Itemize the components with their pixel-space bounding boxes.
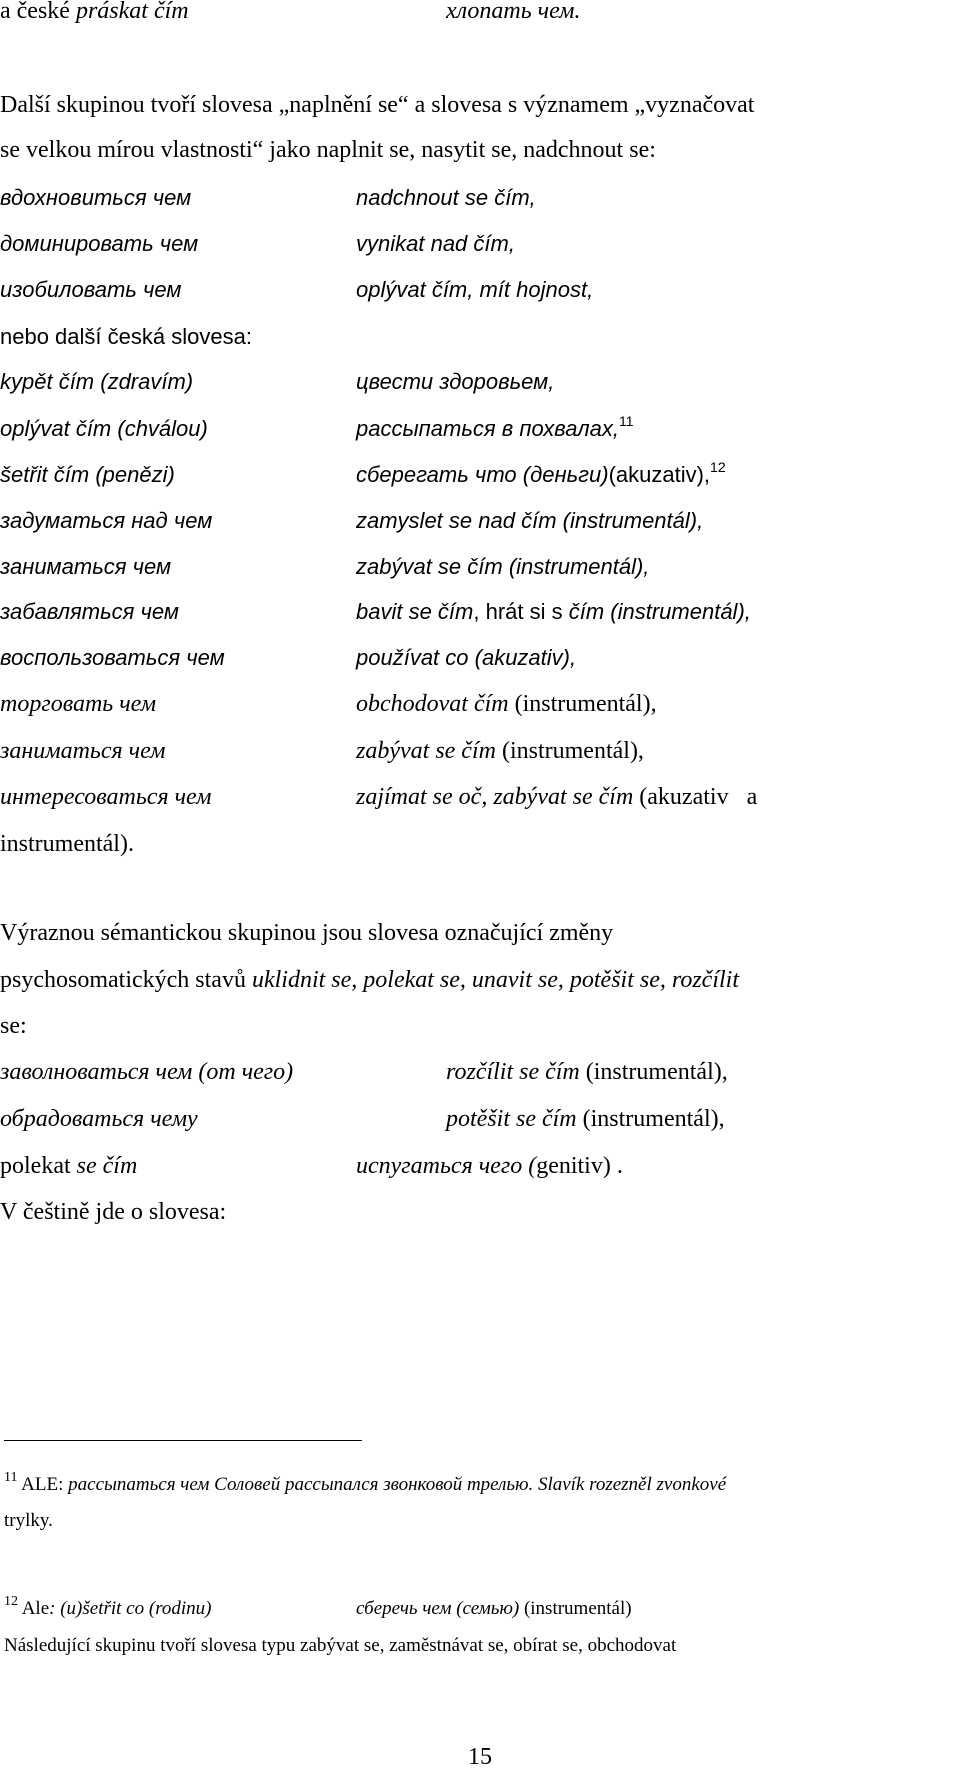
para2-line2: psychosomatických stavů uklidnit se, polekat se, unavit se, potěšit se, rozčílit [0,967,739,993]
pair-cz: oplývat čím (chválou) [0,416,208,441]
pair-cz: zabývat se čím (instrumentál), [356,738,644,764]
pair-cz: potěšit se čím (instrumentál), [446,1106,725,1132]
pair-cz: vynikat nad čím, [356,231,515,256]
para1-line2: se velkou mírou vlastnosti“ jako naplnit se, nasytit se, nadchnout se: [0,137,656,163]
pair-cz: obchodovat čím (instrumentál), [356,691,657,717]
last-line: Následující skupinu tvoří slovesa typu zabývat se, zaměstnávat se, obírat se, obchodovat [4,1635,677,1656]
pair-cz: kypět čím (zdravím) [0,369,194,394]
footnote-12-ru: сберечь чем (семью) (instrumentál) [356,1598,632,1619]
pair-ru: воспользоваться чем [0,645,225,670]
pair-cz: zabývat se čím (instrumentál), [356,554,650,579]
pair-cz: šetřit čím (penězi) [0,462,175,487]
pair-ru: цвести здоровьем, [356,369,555,394]
pair-ru: заниматься чем [0,554,172,579]
top-russian [446,0,580,26]
footnote-number: 12 [4,1593,18,1609]
pair-ru: рассыпаться в похвалах,$^{11}$ [356,412,634,441]
pair-cz: používat co (akuzativ), [356,645,577,670]
footnote-12: $^{12}$ Ale: (u)šetřit co (rodinu) [4,1593,212,1619]
pair-ru: обрадоваться чему [0,1106,198,1132]
pair-ru: задуматься над чем [0,508,213,533]
vcestine-line: V češtině jde o slovesa: [0,1199,227,1225]
page-number: 15 [468,1744,492,1770]
top-czech-verb: práskat čím [75,0,189,24]
instrumental-end: instrumentál). [0,831,134,857]
para2-line3: se: [0,1013,27,1039]
para1-line1: Další skupinou tvoří slovesa „naplnění se“ a slovesa s významem „vyznačovat [0,92,755,118]
pair-cz: polekat se čím [0,1153,138,1179]
top-text: a české [0,0,76,24]
pair-cz: zajímat se oč, zabývat se čím (akuzativ a [356,784,758,810]
pair-ru: интересоваться чем [0,784,212,810]
footnote-number: 11 [4,1469,18,1485]
pair-ru: торговать чем [0,691,157,717]
top-russian-verb: хлопать чем. [446,0,581,24]
pair-ru: заниматься чем [0,738,166,764]
footnote-ref-12[interactable]: 12 [710,458,726,475]
pair-cz: nadchnout se čím, [356,185,536,210]
nebo-line: nebo další česká slovesa: [0,324,252,349]
pair-ru: испугаться чего (genitiv) . [356,1153,623,1179]
para2-line1: Výraznou sémantickou skupinou jsou slovesa označující změny [0,920,614,946]
pair-ru: заволноваться чем (от чего) [0,1059,294,1085]
pair-ru: изобиловать чем [0,277,182,302]
pair-ru: забавляться чем [0,599,179,624]
pair-ru: сберегать что (деньги)(akuzativ),$^{12}$ [356,458,726,487]
pair-cz: bavit se čím, hrát si s čím (instrumentál), [356,599,751,624]
pair-ru: доминировать чем [0,231,199,256]
footnote-11: $^{11}$ ALE: рассыпаться чем Соловей рассыпался звонковой трелью. Slavík rozezněl zvonkové [4,1469,727,1495]
footnote-ref-11[interactable]: 11 [618,412,634,429]
pair-cz: zamyslet se nad čím (instrumentál), [356,508,704,533]
footnote-11-cont: trylky. [4,1510,53,1531]
footnote-divider [4,1440,362,1441]
pair-ru: вдохновиться чем [0,185,192,210]
pair-cz: oplývat čím, mít hojnost, [356,277,594,302]
top-line [0,0,189,26]
pair-cz: rozčílit se čím (instrumentál), [446,1059,728,1085]
